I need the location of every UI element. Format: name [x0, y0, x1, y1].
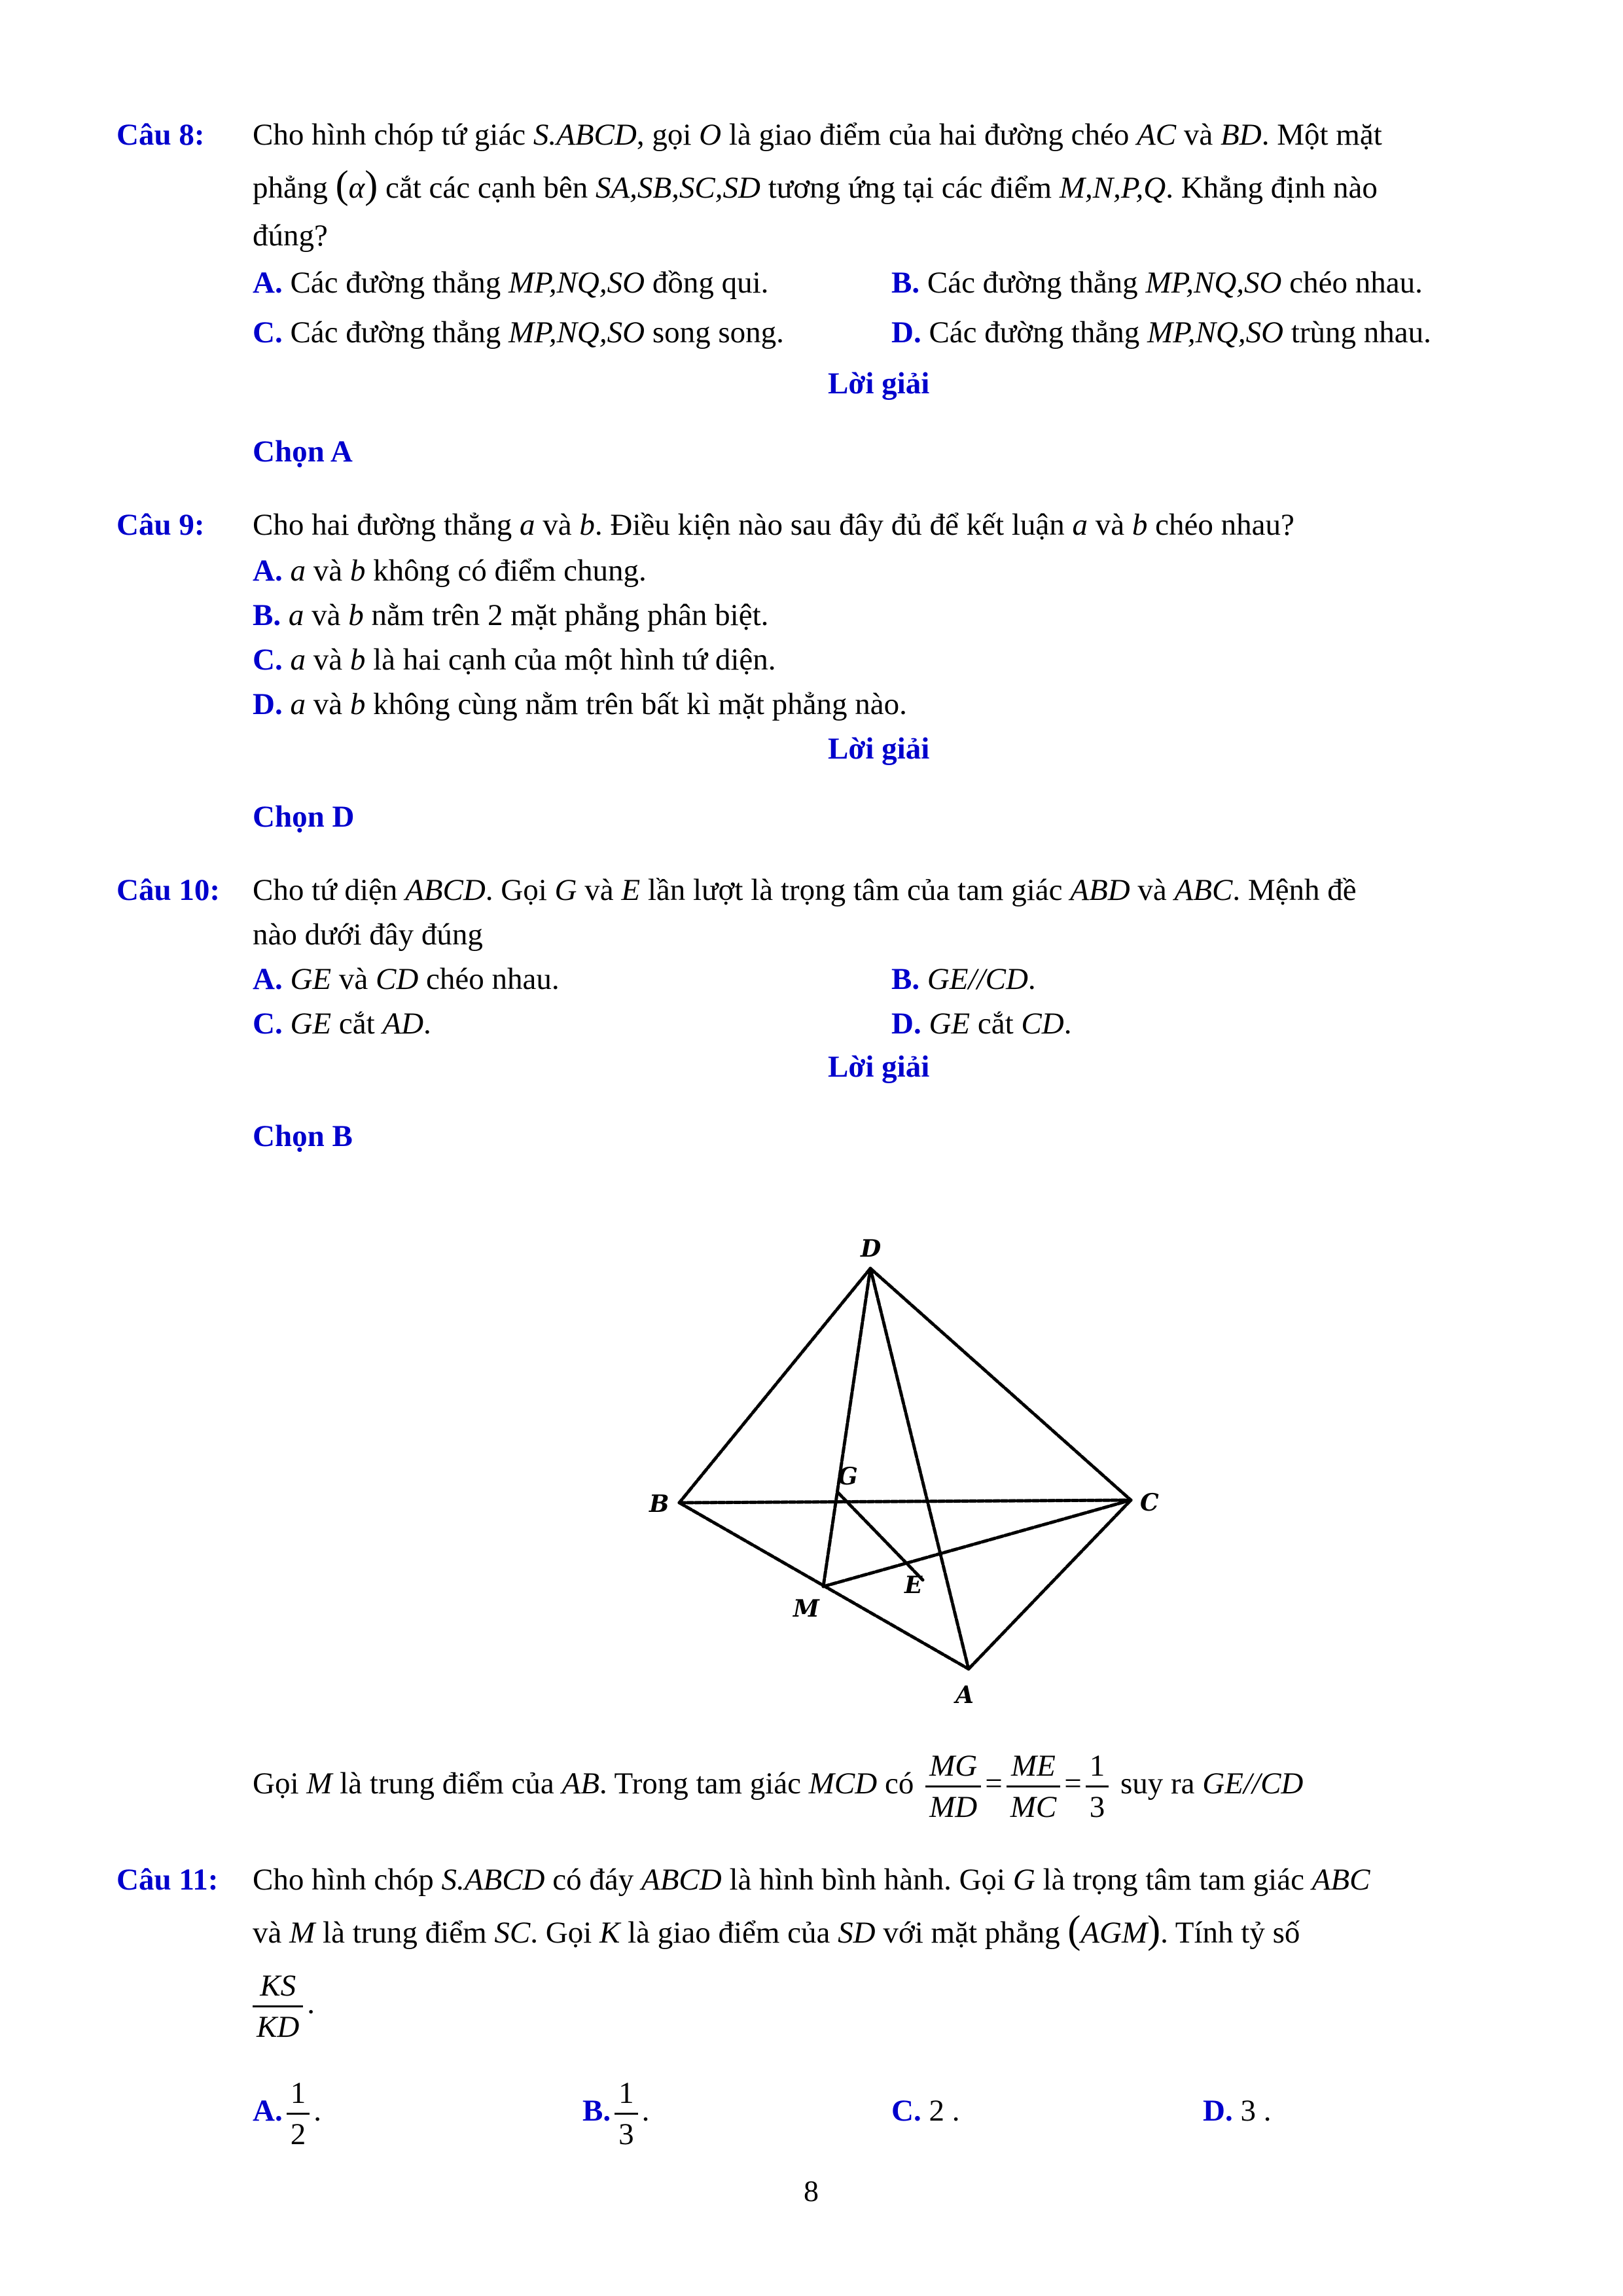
- label-C: C: [1140, 1489, 1159, 1516]
- label-A: A: [955, 1681, 974, 1709]
- question-9-option-b: B. a và b nằm trên 2 mặt phẳng phân biệt.: [253, 598, 769, 632]
- question-8-option-a: A. Các đường thẳng MP,NQ,SO đồng qui.: [253, 266, 769, 300]
- fraction-mg-md: $\frac{MG}{MD}$: [925, 1746, 981, 1827]
- question-8-stem-line-2: phẳng (α) cắt các cạnh bên SA,SB,SC,SD tương ứng tại các điểm M,N,P,Q. Khẳng định nào: [253, 163, 1378, 206]
- question-9-option-c: C. a và b là hai cạnh của một hình tứ diện.: [253, 643, 776, 677]
- tetrahedron-figure: [641, 1204, 1178, 1728]
- question-9-option-a: A. a và b không có điểm chung.: [253, 554, 647, 588]
- question-9-label: Câu 9:: [116, 508, 205, 542]
- question-11-option-a: A. $\frac{1}{2}$ .: [253, 2068, 321, 2154]
- edge-CA: [969, 1500, 1131, 1669]
- question-10-label: Câu 10:: [116, 873, 220, 907]
- question-10-explanation: Gọi M là trung điểm của AB. Trong tam giác MCD có $\frac{MG}{MD}$ = $\frac{ME}{MC}$ = $\frac{1}{3}$ suy ra GE//CD: [253, 1741, 1303, 1827]
- fraction-ks-kd: $\frac{KS}{KD}$: [253, 1966, 303, 2047]
- fraction-me-mc: $\frac{ME}{MC}$: [1007, 1746, 1061, 1827]
- question-11-label: Câu 11:: [116, 1863, 219, 1897]
- question-9-stem: Cho hai đường thẳng a và b. Điều kiện nào sau đây đủ để kết luận a và b chéo nhau?: [253, 508, 1294, 542]
- question-8-option-c: C. Các đường thẳng MP,NQ,SO song song.: [253, 315, 784, 350]
- question-10-option-d: D. GE cắt CD.: [891, 1007, 1072, 1041]
- question-11-ratio: $\frac{KS}{KD}$ .: [249, 1961, 315, 2047]
- edge-DC: [870, 1268, 1131, 1500]
- label-M: M: [793, 1595, 819, 1623]
- question-9-option-d: D. a và b không cùng nằm trên bất kì mặt phẳng nào.: [253, 687, 907, 721]
- edge-BC: [679, 1500, 1131, 1503]
- question-9-answer: Chọn D: [253, 800, 355, 834]
- question-9-solution-heading: Lời giải: [828, 732, 930, 766]
- question-10-option-a: A. GE và CD chéo nhau.: [253, 962, 560, 996]
- segment-GE: [838, 1492, 923, 1580]
- segment-MC: [823, 1500, 1131, 1587]
- question-11-option-c: C. 2 .: [891, 2094, 960, 2128]
- question-8-option-b: B. Các đường thẳng MP,NQ,SO chéo nhau.: [891, 266, 1423, 300]
- question-8-answer: Chọn A: [253, 435, 353, 469]
- question-11-stem-line-1: Cho hình chóp S.ABCD có đáy ABCD là hình bình hành. Gọi G là trọng tâm tam giác ABC: [253, 1863, 1370, 1897]
- question-8-label: Câu 8:: [116, 118, 205, 152]
- question-10-option-c: C. GE cắt AD.: [253, 1007, 431, 1041]
- question-10-stem-line-1: Cho tứ diện ABCD. Gọi G và E lần lượt là trọng tâm của tam giác ABD và ABC. Mệnh đề: [253, 873, 1357, 907]
- question-10-answer: Chọn B: [253, 1119, 353, 1153]
- question-10-option-b: B. GE//CD.: [891, 962, 1036, 996]
- fraction-one-third-option: $\frac{1}{3}$: [615, 2073, 638, 2154]
- question-8-stem-line-3: đúng?: [253, 219, 328, 253]
- label-G: G: [838, 1463, 858, 1490]
- label-D: D: [861, 1235, 882, 1263]
- question-10-solution-heading: Lời giải: [828, 1050, 930, 1084]
- label-E: E: [904, 1571, 923, 1599]
- question-11-option-d: D. 3 .: [1203, 2094, 1272, 2128]
- fraction-one-half: $\frac{1}{2}$: [287, 2073, 310, 2154]
- question-8-stem-line-1: Cho hình chóp tứ giác S.ABCD, gọi O là giao điểm của hai đường chéo AC và BD. Một mặt: [253, 118, 1382, 152]
- fraction-one-third: $\frac{1}{3}$: [1086, 1746, 1109, 1827]
- question-8-option-d: D. Các đường thẳng MP,NQ,SO trùng nhau.: [891, 315, 1431, 350]
- question-11-option-b: B. $\frac{1}{3}$ .: [582, 2068, 649, 2154]
- label-B: B: [649, 1490, 669, 1518]
- question-8-solution-heading: Lời giải: [828, 367, 930, 401]
- page-number: 8: [804, 2174, 819, 2208]
- question-10-stem-line-2: nào dưới đây đúng: [253, 918, 483, 952]
- question-11-stem-line-2: và M là trung điểm SC. Gọi K là giao điểm của SD với mặt phẳng (AGM). Tính tỷ số: [253, 1908, 1300, 1951]
- edge-DA: [870, 1268, 969, 1669]
